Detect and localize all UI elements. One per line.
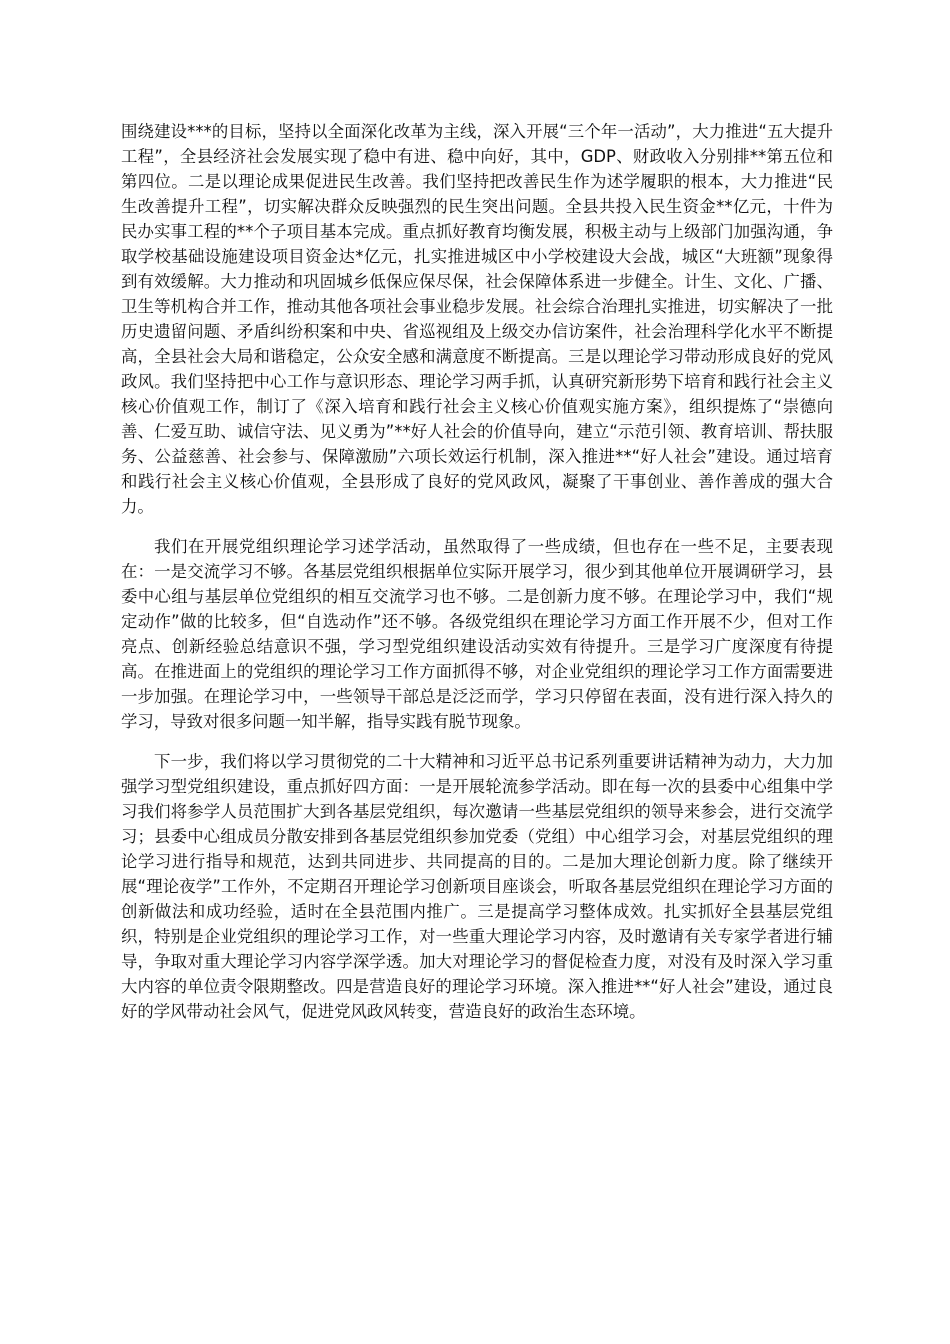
paragraph-2: 我们在开展党组织理论学习述学活动，虽然取得了一些成绩，但也存在一些不足，主要表现在：一是交流学习不够。各基层党组织根据单位实际开展学习，很少到其他单位开展调研学习，县委中心组与基层单位党组织的相互交流学习也不够。二是创新力度不够。在理论学习中，我们“规定动作”做的比较多，但“自选动作”还不够。各级党组织在理论学习方面工作开展不少，但对工作亮点、创新经验总结意识不强，学习型党组织建设活动实效有待提升。三是学习广度深度有待提高。在推进面上的党组织的理论学习工作方面抓得不够，对企业党组织的理论学习工作方面需要进一步加强。在理论学习中，一些领导干部总是泛泛而学，学习只停留在表面，没有进行深入持久的学习，导致对很多问题一知半解，指导实践有脱节现象。 bbox=[121, 537, 833, 731]
document-body bbox=[121, 119, 833, 1024]
paragraph-1: 围绕建设***的目标，坚持以全面深化改革为主线，深入开展“三个年一活动”，大力推进“五大提升工程”，全县经济社会发展实现了稳中有进、稳中向好，其中，GDP、财政收入分别排**第五位和第四位。二是以理论成果促进民生改善。我们坚持把改善民生作为述学履职的根本，大力推进“民生改善提升工程”，切实解决群众反映强烈的民生突出问题。全县共投入民生资金**亿元，十件为民办实事工程的**个子项目基本完成。重点抓好教育均衡发展，积极主动与上级部门加强沟通，争取学校基础设施建设项目资金达*亿元，扎实推进城区中小学校建设大会战，城区“大班额”现象得到有效缓解。大力推动和巩固城乡低保应保尽保，社会保障体系进一步健全。计生、文化、广播、卫生等机构合并工作，推动其他各项社会事业稳步发展。社会综合治理扎实推进，切实解决了一批历史遗留问题、矛盾纠纷积案和中央、省巡视组及上级交办信访案件，社会治理科学化水平不断提高，全县社会大局和谐稳定，公众安全感和满意度不断提高。三是以理论学习带动形成良好的党风政风。我们坚持把中心工作与意识形态、理论学习两手抓，认真研究新形势下培育和践行社会主义核心价值观工作，制订了《深入培育和践行社会主义核心价值观实施方案》，组织提炼了“崇德向善、仁爱互助、诚信守法、见义勇为”**好人社会的价值导向，建立“示范引领、教育培训、帮扶服务、公益慈善、社会参与、保障激励”六项长效运行机制，深入推进**“好人社会”建设。通过培育和践行社会主义核心价值观，全县形成了良好的党风政风，凝聚了干事创业、善作善成的强大合力。 bbox=[121, 122, 833, 516]
paragraph-3: 下一步，我们将以学习贯彻党的二十大精神和习近平总书记系列重要讲话精神为动力，大力加强学习型党组织建设，重点抓好四方面：一是开展轮流参学活动。即在每一次的县委中心组集中学习我们将参学人员范围扩大到各基层党组织，每次邀请一些基层党组织的领导来参会，进行交流学习；县委中心组成员分散安排到各基层党组织参加党委（党组）中心组学习会，对基层党组织的理论学习进行指导和规范，达到共同进步、共同提高的目的。二是加大理论创新力度。除了继续开展“理论夜学”工作外，不定期召开理论学习创新项目座谈会，听取各基层党组织在理论学习方面的创新做法和成功经验，适时在全县范围内推广。三是提高学习整体成效。扎实抓好全县基层党组织，特别是企业党组织的理论学习工作，对一些重大理论学习内容，及时邀请有关专家学者进行辅导，争取对重大理论学习内容学深学透。加大对理论学习的督促检查力度，对没有及时深入学习重大内容的单位责令限期整改。四是营造良好的理论学习环境。深入推进**“好人社会”建设，通过良好的学风带动社会风气，促进党风政风转变，营造良好的政治生态环境。 bbox=[121, 752, 833, 1021]
